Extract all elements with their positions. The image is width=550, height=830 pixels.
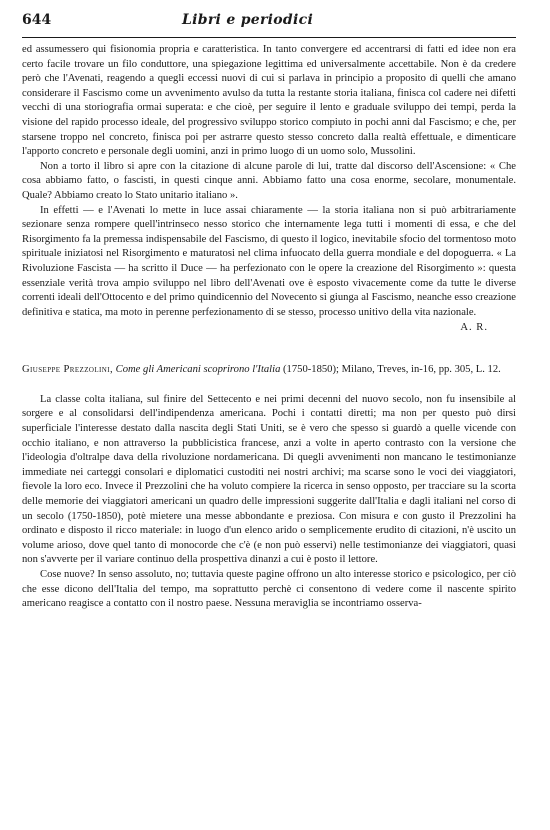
review1-signature: A. R.: [460, 322, 488, 334]
review2-paragraph-2: Cose nuove? In senso assoluto, no; tuttavia queste pagine offrono un alto interesse storico e psicologico, per ciò che esse dicono dell'Italia del tempo, ma soprattutto perchè ci consentono di vedere come il nascente spirito americano reagisce a contatto con il nostro paese. Nessuna meraviglia se incontriamo osserva-: [22, 569, 516, 610]
document-page: [22, 12, 516, 612]
book-author: Giuseppe Prezzolini,: [22, 364, 114, 376]
review1-paragraph-1: ed assumessero qui fisionomia propria e caratteristica. In tanto convergere ed accentrarsi di fatti ed idee non era certo facile trovare un filo conduttore, una spiegazione legittima ed universalmente accettabile. Non è da credere però che l'Avenati, reagendo a quegli eccessi nuovi di cui si parlava in principio a proposito di quelli che amano considerare il Fascismo come un avvenimento avulso da tutta la restante storia italiana, finisca col cadere nei difetti vecchi di una storiografia ormai superata: e che cioè, per seguire il lento e graduale sviluppo dei tempi, perda la visione del rapido processo ideale, del progressivo sviluppo storico compiuto in pochi anni dal Fascismo; e che, per starsene troppo nel concreto, finisca poi per astrarre questo stesso concreto dalla realtà effettuale, e dimenticare l'apporto concreto e personale degli uomini, anzi in primo luogo di un uomo solo, Mussolini.: [22, 44, 516, 158]
review1-paragraph-2: Non a torto il libro si apre con la citazione di alcune parole di lui, tratte dal discorso dell'Ascensione: « Che cosa abbiamo fatto, o fascisti, in questi cinque anni. Abbiamo fatto una cosa enorme, secolare, monumentale. Quale? Abbiamo creato lo Stato unitario italiano ».: [22, 160, 516, 201]
review-prezzolini: [22, 393, 516, 612]
review2-paragraph-1: La classe colta italiana, sul finire del Settecento e nei primi decenni del nuovo secolo, non fu insensibile al sorgere e al consolidarsi dell'indipendenza americana. Pochi i contatti diretti; ma non per questo può dirsi superficiale l'interesse destato dalla nascita degli Stati Uniti, se è vero che spesso si guardò a quelle vicende con occhio italiano, e non attraverso la pubblicistica francese, anzi a volte in aperto contrasto con la versione che l'ideologia d'oltralpe dava della rivoluzione nordamericana. Di quegli avvenimenti non mancano le testimonianze immediate nei carteggi consolari e diplomatici custoditi nei nostri archivi; ma scarse sono le voci dei viaggiatori, fievole la loro eco. Invece il Prezzolini che ha voluto compiere la ricerca in senso opposto, per tracciare su la scorta delle memorie dei viaggiatori americani un quadro delle impressioni suggerite dall'Italia e dagli italiani nel corso di un secolo (1750-1850), potè mietere una messe abbondante e preziosa. Con misura e con gusto il Prezzolini ha ordinato e disposto il ricco materiale: in luogo d'un elenco arido o semplicemente erudito di citazioni, n'è uscito un volume arioso, dove quel tanto di monocorde che c'è (e non può esservi) nelle testimonianze dei viaggiatori, quasi non s'avverte per il variare continuo della prospettiva dinanzi a cui è posto il lettore.: [22, 393, 516, 566]
review1-paragraph-3: In effetti — e l'Avenati lo mette in luce assai chiaramente — la storia italiana non si può arbitrariamente sezionare senza rompere quell'intrinseco nesso storico che internamente lega tutti i momenti di essa, e che del Risorgimento fa la premessa indispensabile del Fascismo, di questo il logico, inevitabile sfocio del tormentoso moto spirituale iniziatosi nel Risorgimento e maturatosi nel clima infuocato della guerra mondiale e del dopoguerra. « La Rivoluzione Fascista — ha scritto il Duce — ha perfezionato con le opere la creazione del Risorgimento »: questa essenziale verità trova ampio sviluppo nel libro dell'Avenati ove è esposto vivacemente come da tutte le diverse correnti ideali dell'Ottocento e del primo quindicennio del Novecento si giunga al Fascismo, neanche esso creazione definitiva e statica, ma moto in perenne perfezionamento di se stesso, processo unitivo della vita nazionale.: [22, 204, 516, 318]
page-number: 644: [22, 12, 52, 28]
book-title: Come gli Americani scoprirono l'Italia: [115, 364, 281, 376]
page-header: [22, 12, 516, 38]
review2-citation: [22, 363, 516, 378]
section-spacer: [22, 333, 516, 363]
running-head: Libri e periodici: [182, 12, 314, 28]
book-details: (1750-1850); Milano, Treves, in-16, pp. 305, L. 12.: [283, 364, 501, 376]
review-avenati: [22, 43, 516, 320]
